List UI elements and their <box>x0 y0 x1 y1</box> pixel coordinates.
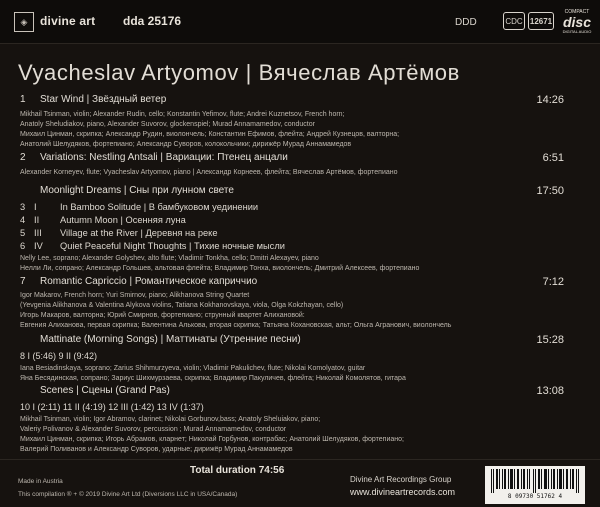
credit-line: Igor Makarov, French horn; Yuri Smirnov, piano; Alikhanova String Quartet <box>20 292 250 299</box>
total-duration: Total duration 74:56 <box>190 465 285 476</box>
credit-line: (Yevgenia Alikhanova & Valentina Alykova violins, Tatiana Kokhanovskaya, viola, Olga Kokzhayan, cello) <box>20 302 344 309</box>
logo-mark-icon: ◈ <box>14 12 34 32</box>
website-link[interactable]: www.divineartrecords.com <box>350 487 456 497</box>
top-bar <box>0 0 600 44</box>
credit-line: Mikhail Tsinman, violin; Igor Abramov, clarinet; Nikolai Gorbunov,bass; Anatoly Sheluiakov, piano; <box>20 416 321 423</box>
credit-line: Евгения Алиханова, первая скрипка; Валентина Алькова, вторая скрипка; Татьяна Кохановская, альт; Ольга Агранович, виолончель <box>20 322 452 329</box>
credit-line: Nelly Lee, soprano; Alexander Golyshev, alto flute; Vladimir Tonkha, cello; Dmitri Alexayev, piano <box>20 255 319 262</box>
label-group: Divine Art Recordings Group <box>350 475 452 484</box>
label-code: 12671 <box>528 12 554 30</box>
credit-line: Valeriy Polivanov & Alexander Suvorov, percussion ; Murad Annamamedov, conductor <box>20 426 287 433</box>
credit-line: Iana Besiadinskaya, soprano; Zarius Shihmurzyeva, violin; Vladimir Pakulichev, flute; Nikolai Komolyatov, guitar <box>20 365 366 372</box>
credit-line: Нелли Ли, сопрано; Александр Гольшев, альтовая флейта; Владимир Тонха, виолончель; Дмитрий Алексеев, фортепиано <box>20 265 420 272</box>
work-heading: 2 Variations: Nestling Antsali | Вариации: Птенец анцали 6:51 <box>20 152 564 164</box>
work-heading: Scenes | Сцены (Grand Pas) 13:08 <box>40 385 564 397</box>
copyright-notice: This compilation ® + © 2019 Divine Art Ltd (Diversions LLC in USA/Canada) <box>18 491 238 498</box>
credit-line: Михаил Цинман, скрипка; Александр Рудин, виолончель; Константин Ефимов, флейта; Андрей Кузнецов, валторна; <box>20 131 400 138</box>
credit-line: Михаил Цинман, скрипка; Игорь Абрамов, кларнет; Николай Горбунов, контрабас; Анатолий Шелудяков, фортепиано; <box>20 436 404 443</box>
work-duration: 17:50 <box>536 185 564 197</box>
movement-list: 10 I (2:11) 11 II (4:19) 12 III (1:42) 13 IV (1:37) <box>20 402 204 412</box>
credit-line: Яна Бесядинская, сопрано; Зариус Шихмурзаева, скрипка; Владимир Пакуличев, флейта; Николай Комолятов, гитара <box>20 375 406 382</box>
barcode-digits: 8 09730 51762 4 <box>507 493 563 500</box>
ddd-code: DDD <box>455 17 477 28</box>
compact-disc-logo: COMPACT disc DIGITAL AUDIO <box>562 9 592 34</box>
album-title: Vyacheslav Artyomov | Вячеслав Артёмов <box>18 60 460 85</box>
work-heading: 7 Romantic Capriccio | Романтическое каприччио 7:12 <box>20 276 564 288</box>
barcode-bars-icon <box>491 469 579 493</box>
work-heading: Moonlight Dreams | Сны при лунном свете 17:50 <box>40 185 564 197</box>
work-heading: Mattinate (Morning Songs) | Маттинаты (Утренние песни) 15:28 <box>40 334 564 346</box>
credit-line: Анатолий Шелудяков, фортепиано; Александр Суворов, колокольчики; дирижёр Мурад Аннамамедов <box>20 141 352 148</box>
divine-art-logo <box>14 10 110 34</box>
catalogue-number: dda 25176 <box>123 14 182 28</box>
credit-line: Anatoly Sheludiakov, piano, Alexander Suvorov, glockenspiel; Murad Annamamedov, conductor <box>20 121 315 128</box>
credit-line: Mikhail Tsinman, violin; Alexander Rudin, cello; Konstantin Yefimov, flute; Andrei Kuznetsov, French horn; <box>20 111 345 118</box>
work-duration: 6:51 <box>542 152 564 164</box>
credit-line: Alexander Korneyev, flute; Vyacheslav Artyomov, piano | Александр Корнеев, флейта; Вячеслав Артёмов, фортепиано <box>20 169 398 176</box>
work-duration: 15:28 <box>536 334 564 346</box>
work-duration: 14:26 <box>536 94 564 106</box>
movement-list: 8 I (5:46) 9 II (9:42) <box>20 351 98 361</box>
work-heading: 1 Star Wind | Звёздный ветер 14:26 <box>20 94 564 106</box>
work-duration: 13:08 <box>536 385 564 397</box>
credit-line: Игорь Макаров, валторна; Юрий Смирнов, фортепиано; струнный квартет Алихановой: <box>20 312 305 319</box>
barcode <box>485 466 585 504</box>
brand-name: divine art <box>40 14 96 28</box>
made-in: Made in Austria <box>18 478 63 485</box>
cdc-logo-icon: CDC <box>503 12 525 30</box>
footer <box>0 459 600 507</box>
credit-line: Валерий Поливанов и Александр Суворов, ударные; дирижёр Мурад Аннамамедов <box>20 446 293 453</box>
work-duration: 7:12 <box>542 276 564 288</box>
